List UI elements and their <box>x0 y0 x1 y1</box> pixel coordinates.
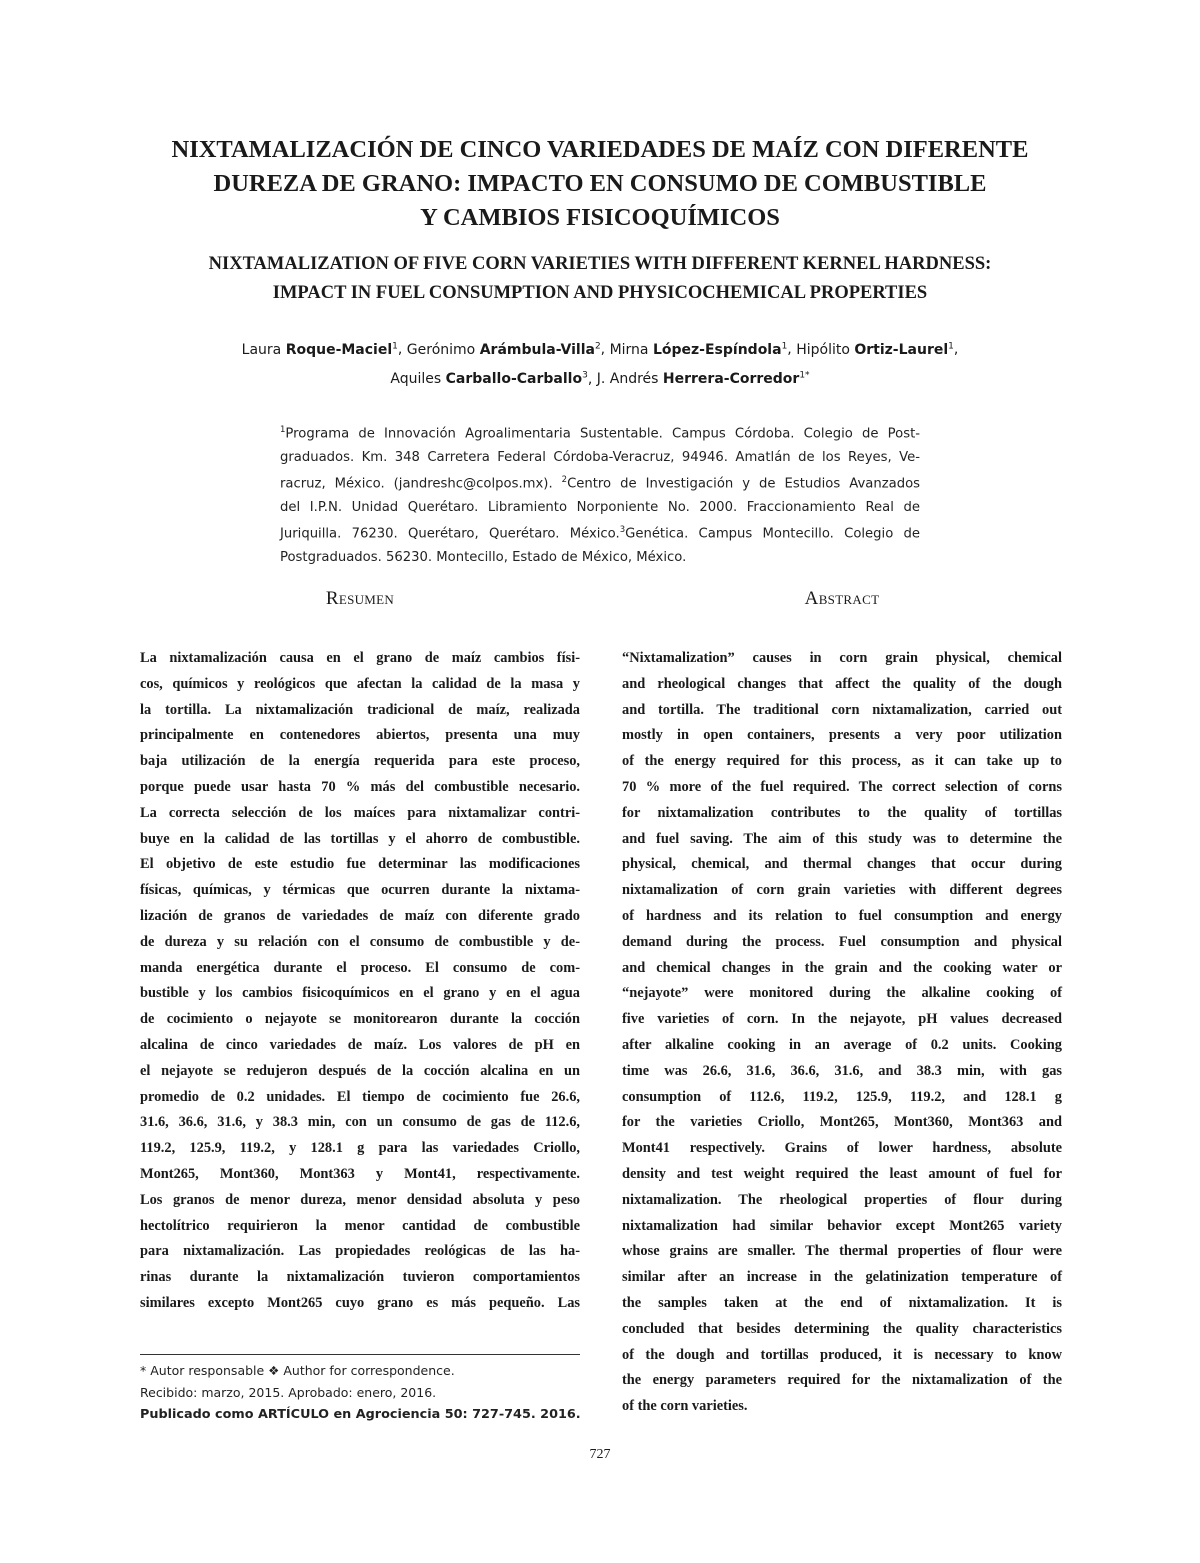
text-line: similares excepto Mont265 cuyo grano es más pequeño. Las <box>140 1294 580 1311</box>
text-line: consumption of 112.6, 119.2, 125.9, 119.2, and 128.1 g <box>622 1088 1062 1105</box>
title-en-line: IMPACT IN FUEL CONSUMPTION AND PHYSICOCHEMICAL PROPERTIES <box>272 283 928 303</box>
page-number: 727 <box>589 1447 611 1462</box>
text-line: alcalina de cinco variedades de maíz. Los valores de pH en <box>140 1036 580 1053</box>
affiliations <box>280 419 920 569</box>
text-line: buye en la calidad de las tortillas y el ahorro de combustible. <box>140 830 580 847</box>
text-line: Mont265, Mont360, Mont363 y Mont41, respectivamente. <box>140 1165 580 1182</box>
text-line: time was 26.6, 31.6, 36.6, 31.6, and 38.3 min, with gas <box>622 1062 1062 1079</box>
author-list <box>140 333 1060 392</box>
text-line: concluded that besides determining the quality characteristics <box>622 1320 1062 1337</box>
text-line: “Nixtamalization” causes in corn grain physical, chemical <box>622 650 1062 666</box>
author-name: Aquiles Carballo-Carballo$^3$ <box>390 370 588 388</box>
affiliation-line: racruz, México. (jandreshc@colpos.mx). $^2$Centro de Investigación y de Estudios Avanzados <box>280 474 921 492</box>
text-line: El objetivo de este estudio fue determinar las modificaciones <box>140 856 580 873</box>
text-line: rinas durante la nixtamalización tuvieron comportamientos <box>140 1269 580 1286</box>
abstract-column <box>622 646 1062 1420</box>
text-line: para nixtamalización. Las propiedades reológicas de las ha- <box>140 1243 580 1260</box>
text-line: of hardness and its relation to fuel consumption and energy <box>622 907 1062 924</box>
author-name: Laura Roque-Maciel$^1$ <box>241 341 398 358</box>
text-line: of the corn varieties. <box>622 1398 748 1415</box>
text-line: for nixtamalization contributes to the quality of tortillas <box>622 804 1062 821</box>
text-line: after alkaline cooking in an average of 0.2 units. Cooking <box>622 1036 1062 1053</box>
text-line: baja utilización de la energía requerida para este proceso, <box>140 753 580 770</box>
footnote-correspondence: * Autor responsable ❖ Author for correspondence. <box>140 1363 455 1378</box>
text-line: and chemical changes in the grain and the cooking water or <box>622 959 1062 976</box>
text-line: de dureza y su relación con el consumo de combustible y de- <box>140 933 580 950</box>
footnotes <box>140 1360 585 1426</box>
title-en-line: NIXTAMALIZATION OF FIVE CORN VARIETIES WITH DIFFERENT KERNEL HARDNESS: <box>208 254 992 274</box>
text-line: of the dough and tortillas produced, it is necessary to know <box>622 1346 1062 1363</box>
text-line: physical, chemical, and thermal changes that occur during <box>622 856 1062 873</box>
text-line: 119.2, 125.9, 119.2, y 128.1 g para las variedades Criollo, <box>140 1140 580 1157</box>
text-line: de cocimiento o nejayote se monitorearon durante la cocción <box>140 1011 580 1028</box>
text-line: bustible y los cambios fisicoquímicos en el grano y en el agua <box>140 985 580 1002</box>
text-line: similar after an increase in the gelatinization temperature of <box>622 1269 1062 1286</box>
text-line: principalmente en contenedores abiertos, presenta una muy <box>140 727 580 744</box>
title-es-line: NIXTAMALIZACIÓN DE CINCO VARIEDADES DE MAÍZ CON DIFERENTE <box>171 136 1029 163</box>
text-line: for the varieties Criollo, Mont265, Mont360, Mont363 and <box>622 1114 1062 1131</box>
affiliation-line: graduados. Km. 348 Carretera Federal Córdoba-Veracruz, 94946. Amatlán de los Reyes, Ve- <box>280 449 920 465</box>
text-line: and tortilla. The traditional corn nixtamalization, carried out <box>622 701 1062 718</box>
text-line: of the energy required for this process, as it can take up to <box>622 753 1062 770</box>
author-name: Mirna López-Espíndola$^1$ <box>609 341 788 358</box>
text-line: nixtamalization of corn grain varieties with different degrees <box>622 882 1062 899</box>
text-line: five varieties of corn. In the nejayote, pH values decreased <box>622 1011 1062 1028</box>
text-line: hectolítrico requirieron la menor cantidad de combustible <box>140 1217 580 1234</box>
text-line: nixtamalization. The rheological properties of flour during <box>622 1191 1062 1208</box>
text-line: whose grains are smaller. The thermal properties of flour were <box>622 1243 1062 1260</box>
footnote-dates: Recibido: marzo, 2015. Aprobado: enero, 2016. <box>140 1385 437 1400</box>
footnote-divider <box>140 1354 580 1355</box>
text-line: 70 % more of the fuel required. The correct selection of corns <box>622 778 1062 795</box>
title-english <box>120 250 1080 308</box>
text-line: promedio de 0.2 unidades. El tiempo de cocimiento fue 26.6, <box>140 1088 580 1105</box>
text-line: demand during the process. Fuel consumption and physical <box>622 933 1062 950</box>
affiliation-line: Postgraduados. 56230. Montecillo, Estado de México, México. <box>280 549 687 565</box>
affiliation-line: $^1$Programa de Innovación Agroalimentaria Sustentable. Campus Córdoba. Colegio de Post- <box>280 425 920 442</box>
abstract-heading: Abstract <box>804 588 880 609</box>
title-es-line: Y CAMBIOS FISICOQUÍMICOS <box>420 204 780 231</box>
author-line: Aquiles Carballo-Carballo$^3$, J. Andrés Herrera-Corredor$^{1*}$ <box>390 370 810 388</box>
affiliation-line: Juriquilla. 76230. Querétaro, Querétaro. México.$^3$Genética. Campus Montecillo. Colegio de <box>280 524 920 542</box>
title-es-line: DUREZA DE GRANO: IMPACTO EN CONSUMO DE COMBUSTIBLE <box>213 170 987 197</box>
text-line: físicas, químicas, y térmicas que ocurren durante la nixtama- <box>140 882 580 899</box>
resumen-column <box>140 646 580 1317</box>
resumen-heading: Resumen <box>325 588 395 609</box>
text-line: 31.6, 36.6, 31.6, y 38.3 min, con un consumo de gas de 112.6, <box>140 1114 580 1131</box>
text-line: el nejayote se redujeron después de la cocción alcalina en un <box>140 1062 580 1079</box>
text-line: and rheological changes that affect the quality of the dough <box>622 675 1062 692</box>
footnote-publication: Publicado como ARTÍCULO en Agrociencia 50: 727-745. 2016. <box>140 1407 581 1422</box>
affiliation-line: del I.P.N. Unidad Querétaro. Libramiento Norponiente No. 2000. Fraccionamiento Real de <box>280 499 920 515</box>
text-line: and fuel saving. The aim of this study was to determine the <box>622 830 1062 847</box>
title-spanish <box>120 133 1080 235</box>
text-line: La nixtamalización causa en el grano de maíz cambios físi- <box>140 650 580 666</box>
text-line: manda energética durante el proceso. El consumo de com- <box>140 959 580 976</box>
author-name: J. Andrés Herrera-Corredor$^{1*}$ <box>596 370 810 388</box>
text-line: “nejayote” were monitored during the alkaline cooking of <box>622 985 1062 1002</box>
text-line: Los granos de menor dureza, menor densidad absoluta y peso <box>140 1191 580 1208</box>
text-line: lización de granos de variedades de maíz con diferente grado <box>140 907 580 924</box>
text-line: mostly in open containers, presents a very poor utilization <box>622 727 1062 744</box>
text-line: La correcta selección de los maíces para nixtamalizar contri- <box>140 804 580 821</box>
author-line: Laura Roque-Maciel$^1$, Gerónimo Arámbula-Villa$^2$, Mirna López-Espíndola$^1$, Hipólito Ortiz-Laurel$^1$, <box>241 341 959 358</box>
text-line: cos, químicos y reológicos que afectan la calidad de la masa y <box>140 675 580 692</box>
author-name: Hipólito Ortiz-Laurel$^1$ <box>796 341 954 358</box>
text-line: Mont41 respectively. Grains of lower hardness, absolute <box>622 1140 1062 1157</box>
text-line: porque puede usar hasta 70 % más del combustible necesario. <box>140 778 580 795</box>
text-line: nixtamalization had similar behavior except Mont265 variety <box>622 1217 1062 1234</box>
text-line: density and test weight required the least amount of fuel for <box>622 1165 1062 1182</box>
text-line: the energy parameters required for the nixtamalization of the <box>622 1372 1062 1389</box>
author-name: Gerónimo Arámbula-Villa$^2$ <box>406 341 601 358</box>
text-line: la tortilla. La nixtamalización tradicional de maíz, realizada <box>140 701 580 718</box>
text-line: the samples taken at the end of nixtamalization. It is <box>622 1294 1062 1311</box>
